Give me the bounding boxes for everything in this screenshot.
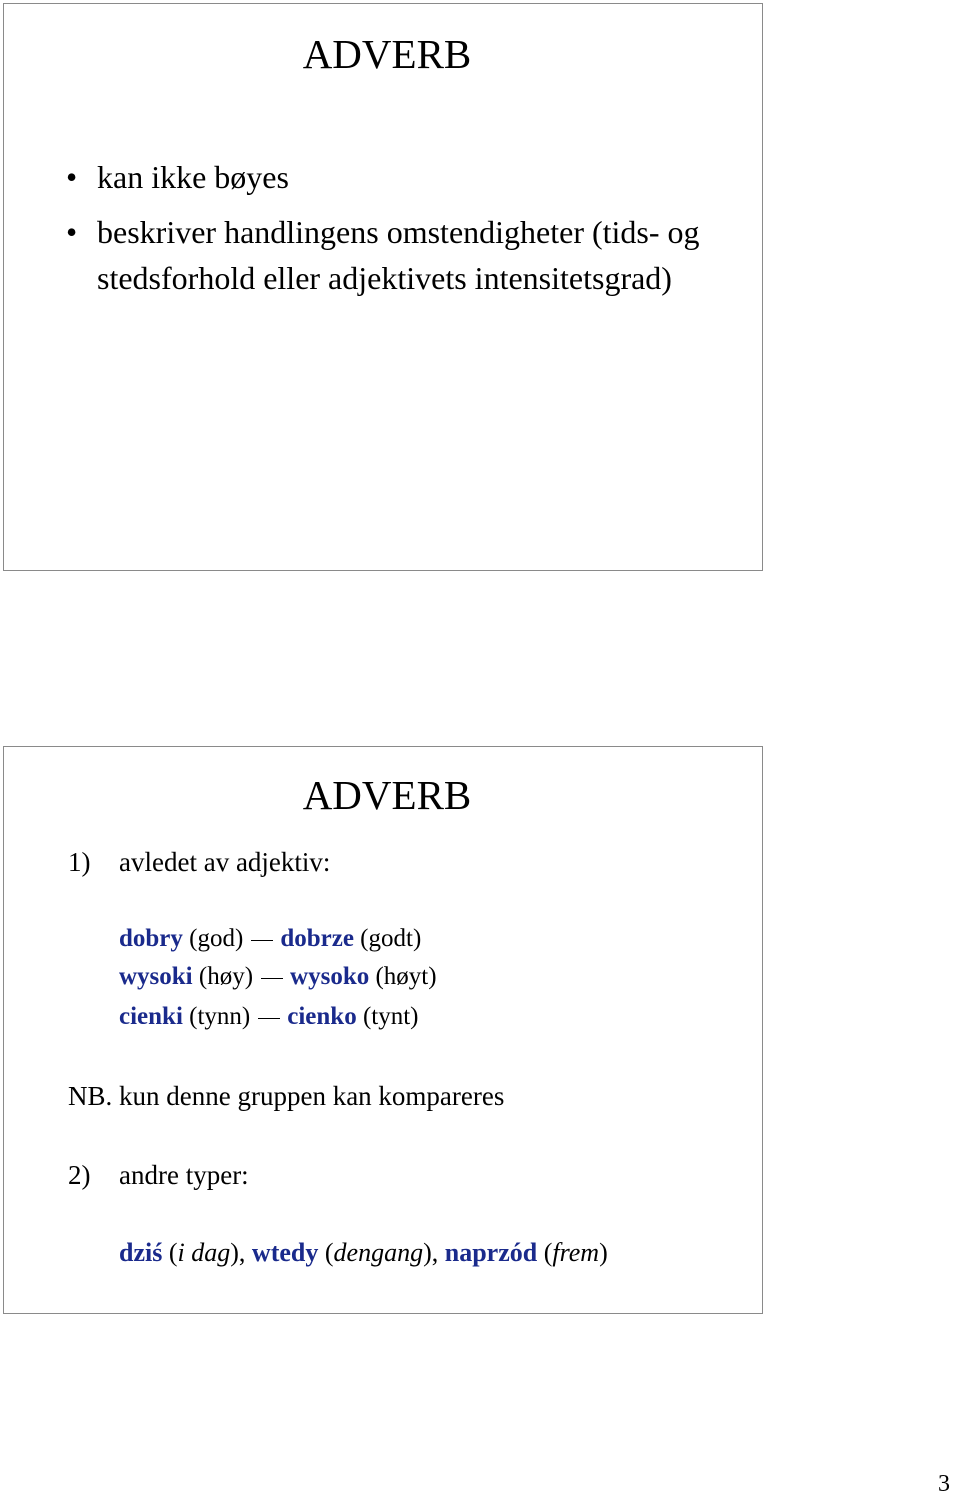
slide-2-title: ADVERB — [302, 772, 472, 818]
item-1-label: avledet av adjektiv: — [119, 847, 331, 877]
item-2-label: andre typer: — [119, 1160, 249, 1190]
paren: ), — [230, 1238, 246, 1267]
example-row — [119, 1001, 419, 1033]
adverb-gloss: (godt) — [360, 925, 422, 952]
example-row — [119, 923, 421, 955]
dash-divider — [251, 940, 273, 941]
dash-divider — [258, 1018, 280, 1019]
bullet-item — [66, 154, 716, 200]
paren: ( — [543, 1238, 553, 1267]
adjective-word: cienki — [119, 1003, 183, 1030]
paren: ) — [599, 1238, 608, 1267]
adverb-word: wysoko — [290, 963, 370, 990]
bullet-icon: • — [66, 159, 78, 195]
adjective-gloss: (høy) — [198, 963, 254, 990]
slide-2 — [3, 746, 763, 1314]
item-2-line — [68, 1159, 249, 1191]
item-1-number: 1) — [68, 847, 91, 877]
page-number: 3 — [938, 1471, 950, 1497]
slide-1 — [3, 3, 763, 571]
adverb-gloss: dengang — [333, 1238, 424, 1267]
adverb-word: naprzód — [444, 1238, 538, 1267]
slide-1-title: ADVERB — [302, 31, 472, 77]
adverb-gloss: (tynt) — [362, 1003, 419, 1030]
adjective-word: wysoki — [119, 963, 193, 990]
adverb-word: wtedy — [251, 1238, 319, 1267]
bullet-text: kan ikke bøyes — [97, 159, 289, 195]
paren: ), — [423, 1238, 439, 1267]
adjective-word: dobry — [119, 925, 183, 952]
item-1-line — [68, 846, 330, 878]
adjective-gloss: (god) — [189, 925, 244, 952]
adverb-word: cienko — [287, 1003, 357, 1030]
adverb-word: dziś — [119, 1238, 163, 1267]
bullet-text: beskriver handlingens omstendigheter (tids- og stedsforhold eller adjektivets intensitetsgrad) — [97, 214, 700, 296]
nb-note: NB. kun denne gruppen kan kompareres — [68, 1081, 505, 1111]
adjective-gloss: (tynn) — [189, 1003, 251, 1030]
bullet-item — [66, 209, 716, 301]
dash-divider — [261, 978, 283, 979]
other-adverbs-line — [119, 1237, 608, 1269]
paren: ( — [324, 1238, 334, 1267]
adverb-gloss: frem — [552, 1238, 600, 1267]
slide-1-bullet-list — [66, 154, 716, 310]
adverb-word: dobrze — [280, 925, 354, 952]
example-row — [119, 961, 437, 993]
adverb-gloss: (høyt) — [375, 963, 437, 990]
paren: ( — [168, 1238, 178, 1267]
adverb-gloss: i dag — [177, 1238, 231, 1267]
item-2-number: 2) — [68, 1160, 91, 1190]
bullet-icon: • — [66, 214, 78, 250]
